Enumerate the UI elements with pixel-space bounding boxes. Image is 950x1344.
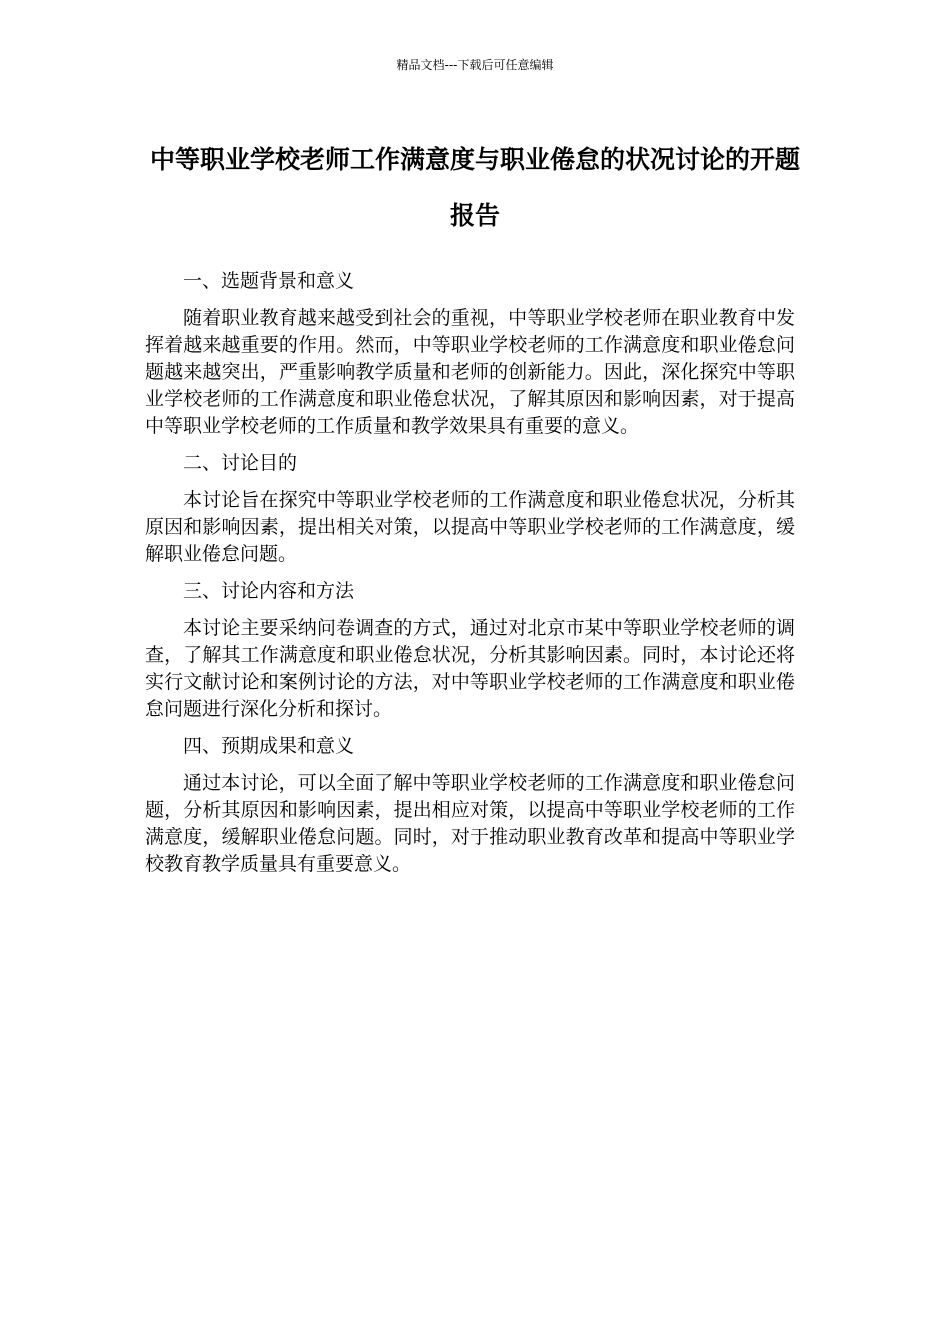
section-body-outcomes: 通过本讨论，可以全面了解中等职业学校老师的工作满意度和职业倦怠问题，分析其原因和影响因素，提出相应对策，以提高中等职业学校老师的工作满意度，缓解职业倦怠问题。同时，对于推动职业教育改革和提高中等职业学校教育教学质量具有重要意义。 — [145, 772, 795, 875]
document-title: 中等职业学校老师工作满意度与职业倦怠的状况讨论的开题报告 — [149, 145, 800, 230]
section-body-background: 随着职业教育越来越受到社会的重视，中等职业学校老师在职业教育中发挥着越来越重要的作用。然而，中等职业学校老师的工作满意度和职业倦怠问题越来越突出，严重影响教学质量和老师的创新能力。因此，深化探究中等职业学校老师的工作满意度和职业倦怠状况，了解其原因和影响因素，对于提高中等职业学校老师的工作质量和教学效果具有重要的意义。 — [145, 307, 795, 437]
page-header-note: 精品文档---下载后可任意编辑 — [396, 58, 554, 72]
section-heading-outcomes: 四、预期成果和意义 — [183, 735, 355, 757]
section-body-purpose: 本讨论旨在探究中等职业学校老师的工作满意度和职业倦怠状况，分析其原因和影响因素，提出相关对策，以提高中等职业学校老师的工作满意度，缓解职业倦怠问题。 — [145, 489, 795, 565]
section-heading-methods: 三、讨论内容和方法 — [183, 580, 355, 602]
section-heading-background: 一、选题背景和意义 — [183, 270, 355, 292]
section-body-methods: 本讨论主要采纳问卷调查的方式，通过对北京市某中等职业学校老师的调查，了解其工作满意度和职业倦怠状况，分析其影响因素。同时，本讨论还将实行文献讨论和案例讨论的方法，对中等职业学校老师的工作满意度和职业倦怠问题进行深化分析和探讨。 — [145, 617, 795, 720]
document-body — [145, 268, 795, 888]
section-heading-purpose: 二、讨论目的 — [183, 452, 298, 474]
